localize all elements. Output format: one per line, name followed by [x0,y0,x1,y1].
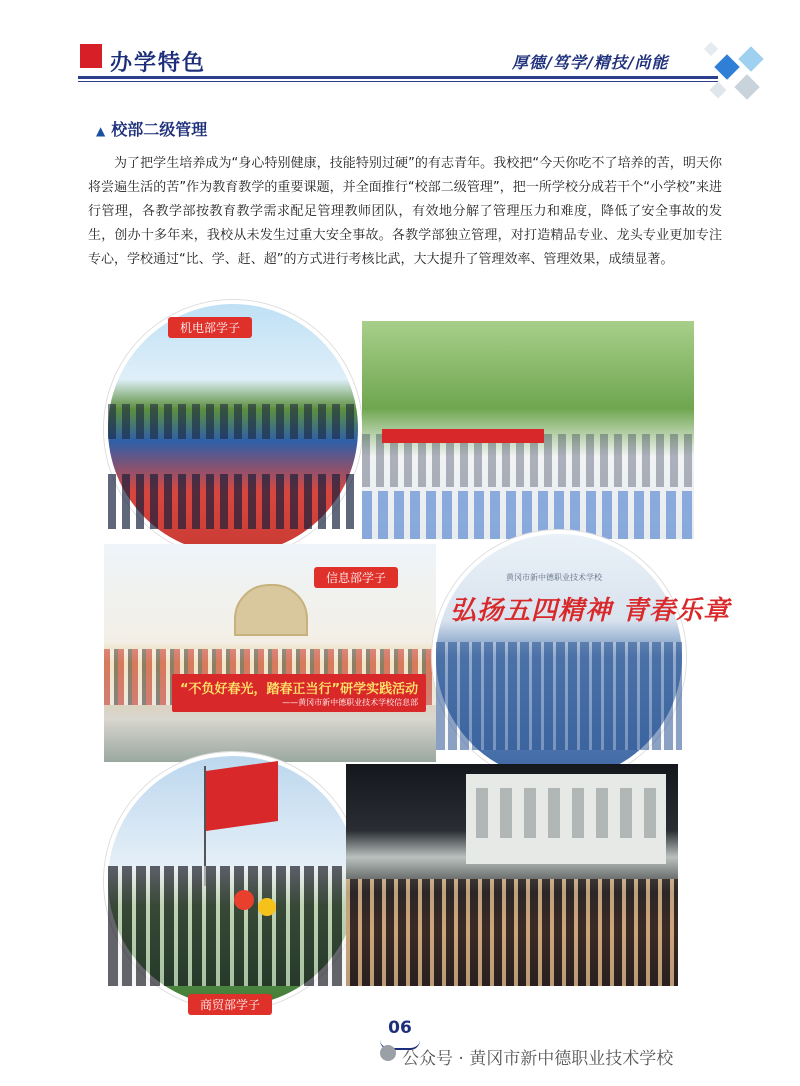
header-rule-thick [78,76,718,79]
gate-arch [234,584,308,636]
decor-square-icon [738,46,763,71]
tag-xinxi: 信息部学子 [314,567,398,588]
body-paragraph: 为了把学生培养成为“身心特别健康，技能特别过硬”的有志青年。我校把“今天你吃不了培养的苦，明天你将尝遍生活的苦”作为教育教学的重要课题，并全面推行“校部二级管理”，把一所学校分成若干个“小学校”来进行管理，各教学部按教育教学需求配足管理教师团队，有效地分解了管理压力和难度，降低了安全事故的发生，创办十多年来，我校从未发生过重大安全事故。各教学部独立管理，对打造精品专业、龙头专业更加专注专心，学校通过“比、学、赶、超”的方式进行考核比武，大大提升了管理效率、管理效果，成绩显著。 [88,156,722,267]
section-heading-text: 校部二级管理 [111,120,208,139]
photo-jidian-students [104,300,362,558]
watermark-text: 公众号 · 黄冈市新中德职业技术学校 [402,1049,674,1069]
event-banner [172,674,426,712]
triangle-up-icon: ▲ [96,124,106,138]
tag-jidian: 机电部学子 [168,317,252,338]
decor-square-icon [710,82,727,99]
tag-shangmao: 商贸部学子 [188,994,272,1015]
stage-subtitle: 黄冈市新中德职业技术学校 [506,573,602,582]
red-banner [382,429,544,443]
building-windows [476,788,656,838]
balloon-red [234,890,254,910]
event-banner-text: “不负好春光，踏春正当行”研学实践活动 [180,682,419,697]
balloon-yellow [258,898,276,916]
decor-square-icon [704,42,718,56]
header-motto: 厚德/笃学/精技/尚能 [512,53,669,72]
section-heading [96,117,207,140]
header-rule-thin [78,81,718,82]
stage-calligraphy: 弘扬五四精神 青春乐章 [450,596,731,626]
photo-may-fourth-performance [432,530,731,784]
page-number: 06 [388,1018,412,1038]
red-flag [206,761,278,831]
photo-tree-planting [362,321,694,539]
wechat-icon [380,1045,396,1061]
decor-square-icon [734,74,759,99]
header-accent-square [80,44,102,68]
photo-shangmao-students [104,752,362,1010]
event-banner-subtext: ——黄冈市新中德职业技术学校信息部 [282,698,419,707]
header-title: 办学特色 [110,51,207,76]
photo-night-gathering [346,764,678,986]
decor-square-icon [714,54,739,79]
